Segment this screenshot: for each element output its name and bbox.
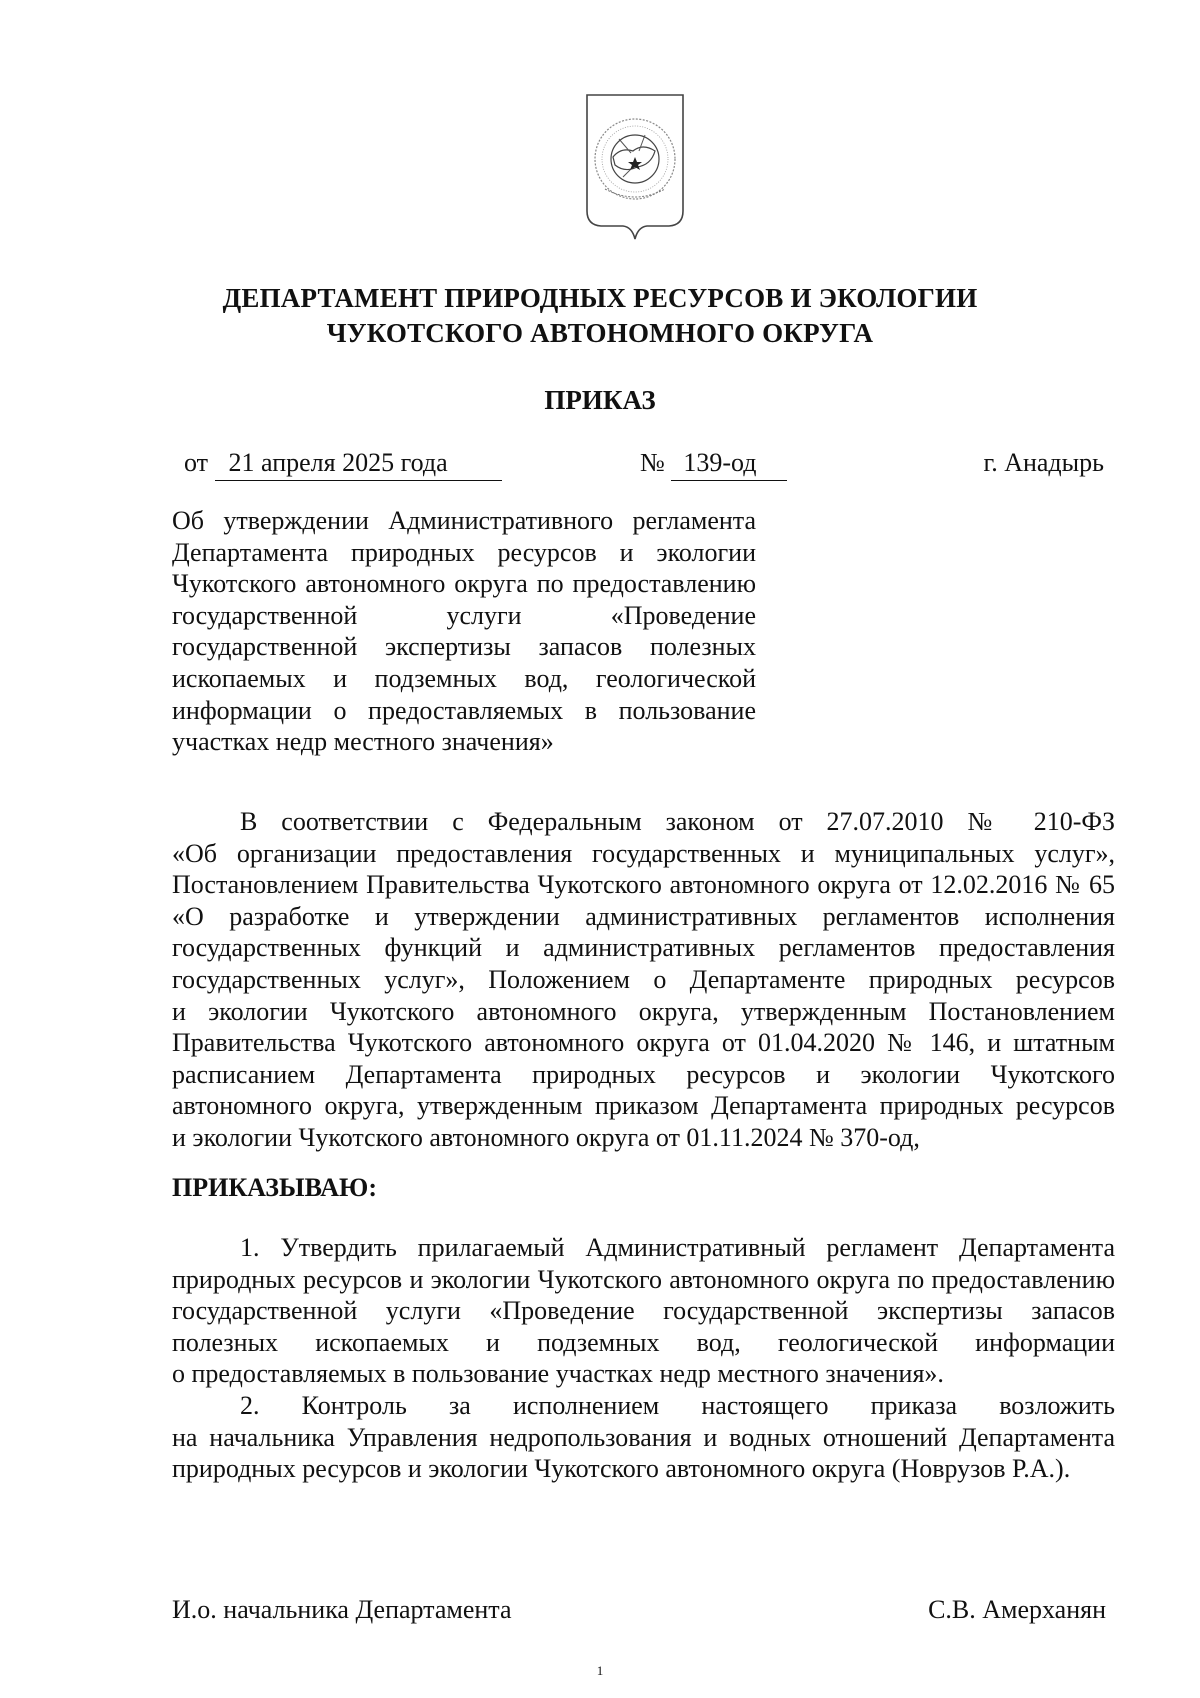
order-date: 21 апреля 2025 года	[215, 447, 502, 481]
subject-line: Департамента природных ресурсов и экологии	[172, 537, 756, 567]
subject-line: информации о предоставляемых в пользование	[172, 695, 756, 725]
basis-line: автономного округа, утвержденным приказом Департамента природных ресурсов	[172, 1091, 1115, 1121]
page-number: 1	[596, 1663, 604, 1678]
org-name-line2: ЧУКОТСКОГО АВТОНОМНОГО ОКРУГА	[326, 318, 874, 348]
item-line: 2. Контроль за исполнением настоящего приказа возложить	[240, 1391, 1115, 1420]
basis-line: Правительства Чукотского автономного округа от 01.04.2020 № 146, и штатным	[172, 1028, 1115, 1058]
basis-line: В соответствии с Федеральным законом от 27.07.2010 № 210-ФЗ	[240, 807, 1115, 836]
subject-line: государственной услуги «Проведение	[172, 600, 756, 630]
basis-line: Постановлением Правительства Чукотского автономного округа от 12.02.2016 № 65	[172, 870, 1115, 900]
decree-word: ПРИКАЗЫВАЮ:	[172, 1173, 377, 1202]
order-number-field	[640, 447, 787, 481]
document-type-title: ПРИКАЗ	[544, 385, 656, 415]
item-line: о предоставляемых в пользование участках недр местного значения».	[172, 1359, 944, 1389]
basis-line: государственных функций и административных регламентов предоставления	[172, 933, 1115, 963]
number-prefix: №	[640, 448, 665, 477]
order-date-field	[184, 447, 502, 481]
order-subject	[172, 505, 756, 758]
subject-line: участках недр местного значения»	[172, 727, 554, 757]
signatory-name: С.В. Амерханян	[928, 1595, 1106, 1624]
subject-line: государственной экспертизы запасов полезных	[172, 632, 756, 662]
subject-line: Чукотского автономного округа по предоставлению	[172, 569, 756, 599]
org-name-line1: ДЕПАРТАМЕНТ ПРИРОДНЫХ РЕСУРСОВ И ЭКОЛОГИИ	[222, 283, 978, 313]
item-line: 1. Утвердить прилагаемый Административный регламент Департамента	[240, 1233, 1115, 1262]
subject-line: Об утверждении Административного регламента	[172, 506, 756, 535]
signatory-position: И.о. начальника Департамента	[172, 1595, 512, 1624]
order-item-2	[172, 1390, 1115, 1485]
item-line: государственной услуги «Проведение государственной экспертизы запасов	[172, 1296, 1115, 1326]
item-line: природных ресурсов и экологии Чукотского автономного округа по предоставлению	[172, 1264, 1115, 1294]
item-line: полезных ископаемых и подземных вод, геологической информации	[172, 1327, 1115, 1357]
item-line: на начальника Управления недропользования и водных отношений Департамента	[172, 1422, 1115, 1452]
item-line: природных ресурсов и экологии Чукотского автономного округа (Новрузов Р.А.).	[172, 1454, 1071, 1484]
basis-paragraph	[172, 806, 1115, 1154]
basis-line: и экологии Чукотского автономного округа, утвержденным Постановлением	[172, 996, 1115, 1026]
order-number: 139-од	[671, 447, 787, 481]
basis-line: государственных услуг», Положением о Департаменте природных ресурсов	[172, 964, 1115, 994]
order-city: г. Анадырь	[983, 448, 1104, 477]
basis-line: «Об организации предоставления государственных и муниципальных услуг»,	[172, 838, 1115, 868]
basis-line: и экологии Чукотского автономного округа от 01.11.2024 № 370-од,	[172, 1122, 920, 1152]
coat-of-arms-icon	[585, 93, 685, 243]
basis-line: расписанием Департамента природных ресурсов и экологии Чукотского	[172, 1059, 1115, 1089]
date-prefix: от	[184, 448, 209, 477]
order-item-1	[172, 1232, 1115, 1390]
subject-line: ископаемых и подземных вод, геологической	[172, 663, 756, 693]
basis-line: «О разработке и утверждении административных регламентов исполнения	[172, 901, 1115, 931]
